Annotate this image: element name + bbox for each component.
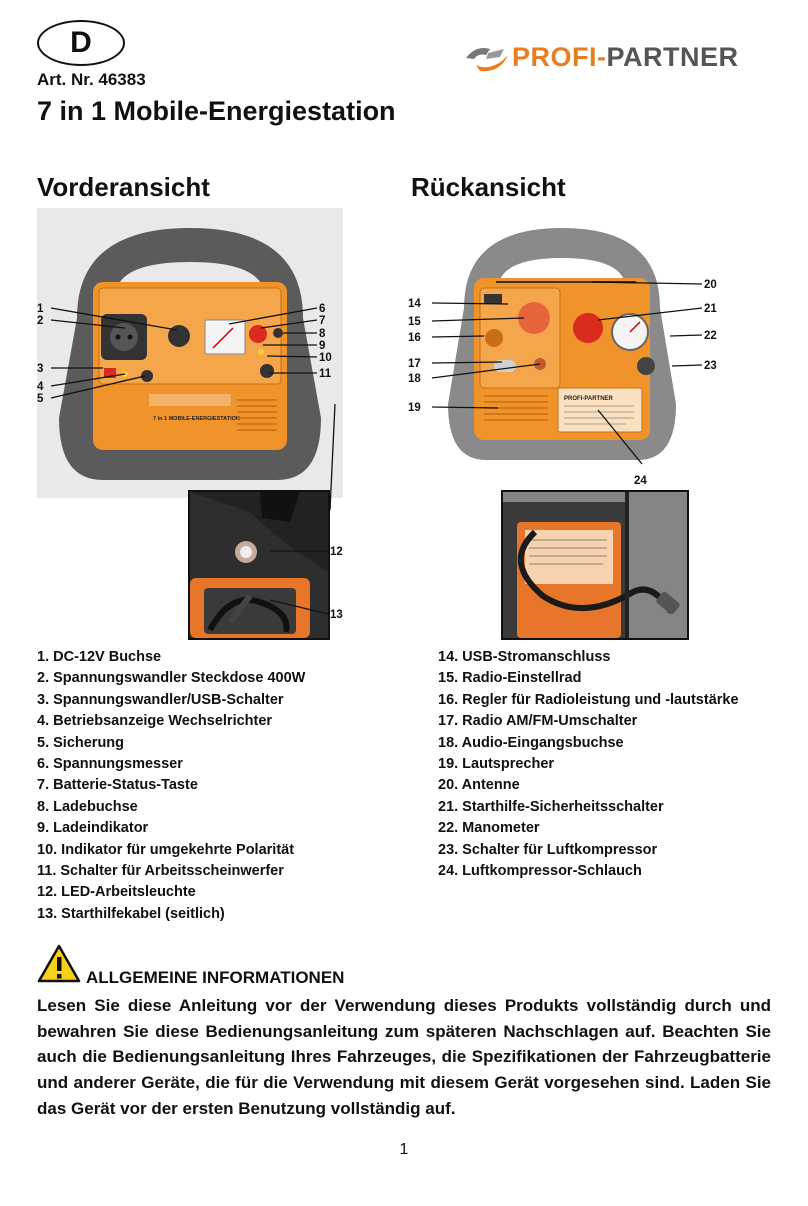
callout-14: 14	[408, 298, 421, 310]
brand-logo-icon	[462, 43, 512, 73]
callout-18: 18	[408, 373, 421, 385]
callout-3: 3	[37, 363, 44, 375]
callout-11: 11	[319, 368, 332, 380]
callout-2: 2	[37, 315, 44, 327]
list-item: 17. Radio AM/FM-Umschalter	[438, 713, 638, 730]
callout-21: 21	[704, 303, 717, 315]
general-info-heading: ALLGEMEINE INFORMATIONEN	[86, 968, 345, 987]
page-title: 7 in 1 Mobile-Energiestation	[37, 96, 396, 126]
callout-8: 8	[319, 328, 326, 340]
list-item: 1. DC-12V Buchse	[37, 649, 162, 665]
list-item: 12. LED-Arbeitsleuchte	[37, 884, 196, 901]
callout-13: 13	[330, 609, 343, 621]
country-code-badge	[37, 20, 125, 66]
callout-22: 22	[704, 330, 717, 342]
list-item: 18. Audio-Eingangsbuchse	[438, 734, 624, 751]
callout-19: 19	[408, 402, 421, 414]
callout-24: 24	[634, 475, 647, 487]
callout-9: 9	[319, 340, 326, 352]
detail-callout-lines	[270, 540, 350, 624]
back-view-title: Rückansicht	[411, 172, 566, 202]
list-item: 6. Spannungsmesser	[37, 755, 183, 772]
list-item: 11. Schalter für Arbeitsscheinwerfer	[37, 862, 284, 879]
general-info-text: Lesen Sie diese Anleitung vor der Verwendung dieses Produkts vollständig durch und bewahren Sie diese Bedienungsanleitung zum späteren Nachschlagen auf. Beachten Sie auch die Bedienungsanleitung Ihres Fahrzeuges, die Spezifikationen der Fahrzeugbatterie und anderer Geräte, die für die Verwendung mit diesem Gerät vorgesehen sind. Laden Sie das Gerät vor der ersten Benutzung vollständig auf.	[37, 996, 771, 1118]
list-item: 21. Starthilfe-Sicherheitsschalter	[438, 798, 664, 815]
article-number: Art. Nr. 46383	[37, 70, 146, 89]
compressor-hose-detail-photo	[501, 490, 689, 640]
country-code: D	[70, 26, 92, 59]
back-device-label: PROFI-PARTNER	[564, 396, 613, 402]
list-item: 16. Regler für Radioleistung und -lautstärke	[438, 691, 739, 708]
list-item: 20. Antenne	[438, 777, 520, 794]
callout-20: 20	[704, 279, 717, 291]
parts-list-left	[37, 647, 305, 925]
callout-12: 12	[330, 546, 343, 558]
list-item: 7. Batterie-Status-Taste	[37, 777, 198, 794]
callout-1: 1	[37, 303, 44, 315]
callout-23: 23	[704, 360, 717, 372]
list-item: 4. Betriebsanzeige Wechselrichter	[37, 713, 273, 730]
callout-6: 6	[319, 303, 326, 315]
front-callout-lines	[37, 298, 353, 518]
list-item: 14. USB-Stromanschluss	[438, 649, 611, 665]
callout-16: 16	[408, 332, 421, 344]
list-item: 13. Starthilfekabel (seitlich)	[37, 905, 225, 922]
warning-icon	[37, 944, 81, 984]
front-device-label: 7 in 1 MOBILE-ENERGIESTATION	[153, 416, 240, 422]
back-callout-lines	[408, 274, 728, 488]
list-item: 10. Indikator für umgekehrte Polarität	[37, 841, 295, 858]
list-item: 8. Ladebuchse	[37, 798, 138, 815]
front-view-title: Vorderansicht	[37, 172, 210, 202]
list-item: 3. Spannungswandler/USB-Schalter	[37, 691, 284, 708]
list-item: 19. Lautsprecher	[438, 755, 555, 772]
callout-17: 17	[408, 358, 421, 370]
list-item: 22. Manometer	[438, 820, 540, 837]
parts-list-right	[438, 647, 739, 882]
page-number: 1	[399, 1141, 409, 1158]
brand-logo	[462, 42, 739, 73]
callout-10: 10	[319, 352, 332, 364]
callout-4: 4	[37, 381, 44, 393]
callout-15: 15	[408, 316, 421, 328]
callout-5: 5	[37, 393, 44, 405]
brand-logo-text: PROFI-PARTNER	[512, 42, 739, 72]
list-item: 9. Ladeindikator	[37, 820, 149, 837]
list-item: 5. Sicherung	[37, 734, 125, 751]
list-item: 23. Schalter für Luftkompressor	[438, 841, 658, 858]
callout-7: 7	[319, 315, 326, 327]
list-item: 15. Radio-Einstellrad	[438, 670, 582, 687]
list-item: 24. Luftkompressor-Schlauch	[438, 862, 642, 879]
list-item: 2. Spannungswandler Steckdose 400W	[37, 670, 306, 687]
